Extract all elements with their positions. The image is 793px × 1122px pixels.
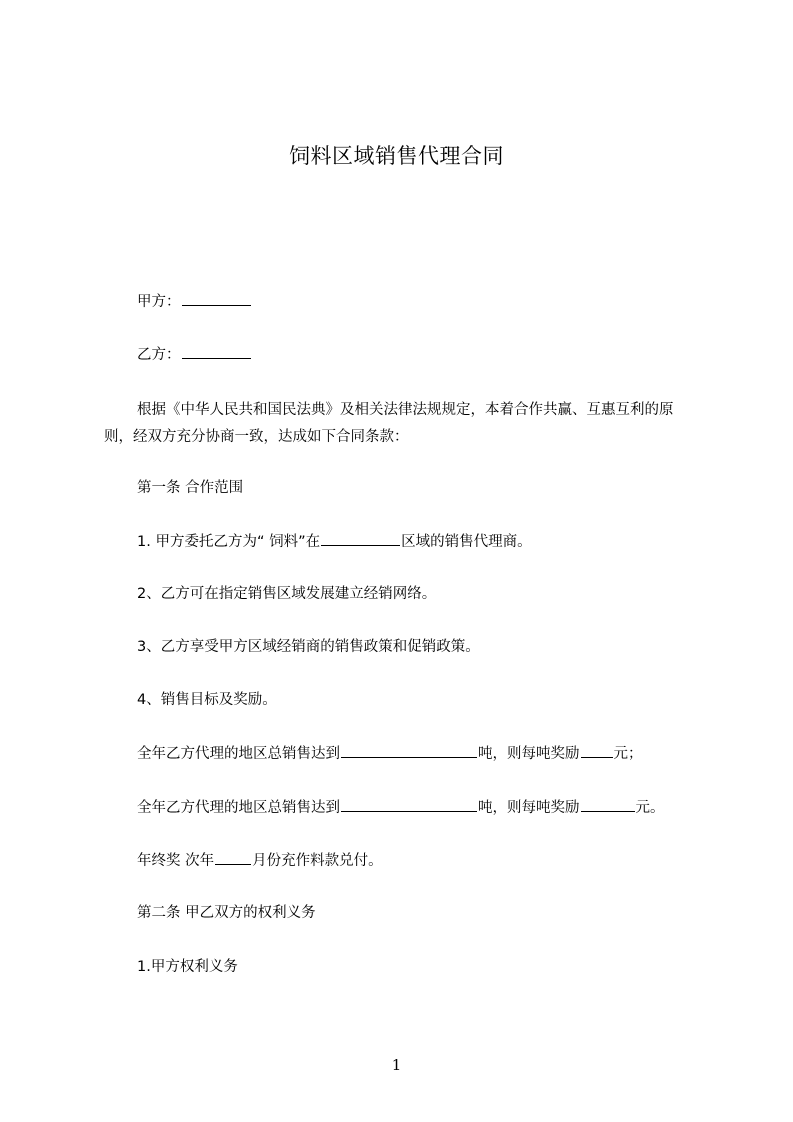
article-1-item-1 bbox=[137, 530, 532, 553]
sales-target-1-middle: 吨，则每吨奖励 bbox=[478, 746, 580, 762]
party-a-line bbox=[137, 290, 252, 313]
party-b-blank bbox=[182, 343, 251, 359]
sales-target-1-suffix: 元； bbox=[613, 746, 643, 762]
party-b-line bbox=[137, 343, 252, 366]
party-a-blank bbox=[182, 290, 251, 306]
article-1-item-3: 3、乙方享受甲方区域经销商的销售政策和促销政策。 bbox=[137, 639, 480, 655]
article-2-heading: 第二条 甲乙双方的权利义务 bbox=[137, 905, 316, 921]
article-1-item-1-suffix: 区域的销售代理商。 bbox=[401, 534, 532, 550]
sales-target-2-tonnage-blank bbox=[341, 796, 477, 812]
sales-target-1 bbox=[137, 742, 643, 765]
document-title: 饲料区域销售代理合同 bbox=[289, 144, 504, 168]
year-end-bonus-suffix: 月份充作料款兑付。 bbox=[252, 853, 383, 869]
sales-target-2-suffix: 元。 bbox=[635, 800, 665, 816]
sales-target-1-tonnage-blank bbox=[341, 742, 477, 758]
sales-target-1-prefix: 全年乙方代理的地区总销售达到 bbox=[137, 746, 340, 762]
sales-target-2-reward-blank bbox=[581, 796, 635, 812]
article-2-item-1: 1.甲方权利义务 bbox=[137, 959, 238, 975]
article-1-item-4: 4、销售目标及奖励。 bbox=[137, 692, 277, 708]
year-end-bonus bbox=[137, 849, 383, 872]
article-1-item-2: 2、乙方可在指定销售区域发展建立经销网络。 bbox=[137, 586, 437, 602]
sales-target-2-prefix: 全年乙方代理的地区总销售达到 bbox=[137, 800, 340, 816]
region-blank bbox=[321, 530, 400, 546]
sales-target-2-middle: 吨，则每吨奖励 bbox=[478, 800, 580, 816]
sales-target-1-reward-blank bbox=[581, 742, 613, 758]
year-end-bonus-prefix: 年终奖 次年 bbox=[137, 853, 215, 869]
article-1-item-1-prefix: 1. 甲方委托乙方为“ 饲料”在 bbox=[137, 534, 321, 550]
preamble-paragraph: 根据《中华人民共和国民法典》及相关法律法规规定，本着合作共赢、互惠互利的原则，经双方充分协商一致，达成如下合同条款： bbox=[104, 402, 674, 445]
party-b-label: 乙方： bbox=[137, 347, 181, 363]
page-number: 1 bbox=[391, 1056, 402, 1074]
party-a-label: 甲方： bbox=[137, 294, 181, 310]
year-end-month-blank bbox=[215, 849, 251, 865]
sales-target-2 bbox=[137, 796, 665, 819]
article-1-heading: 第一条 合作范围 bbox=[137, 480, 244, 496]
